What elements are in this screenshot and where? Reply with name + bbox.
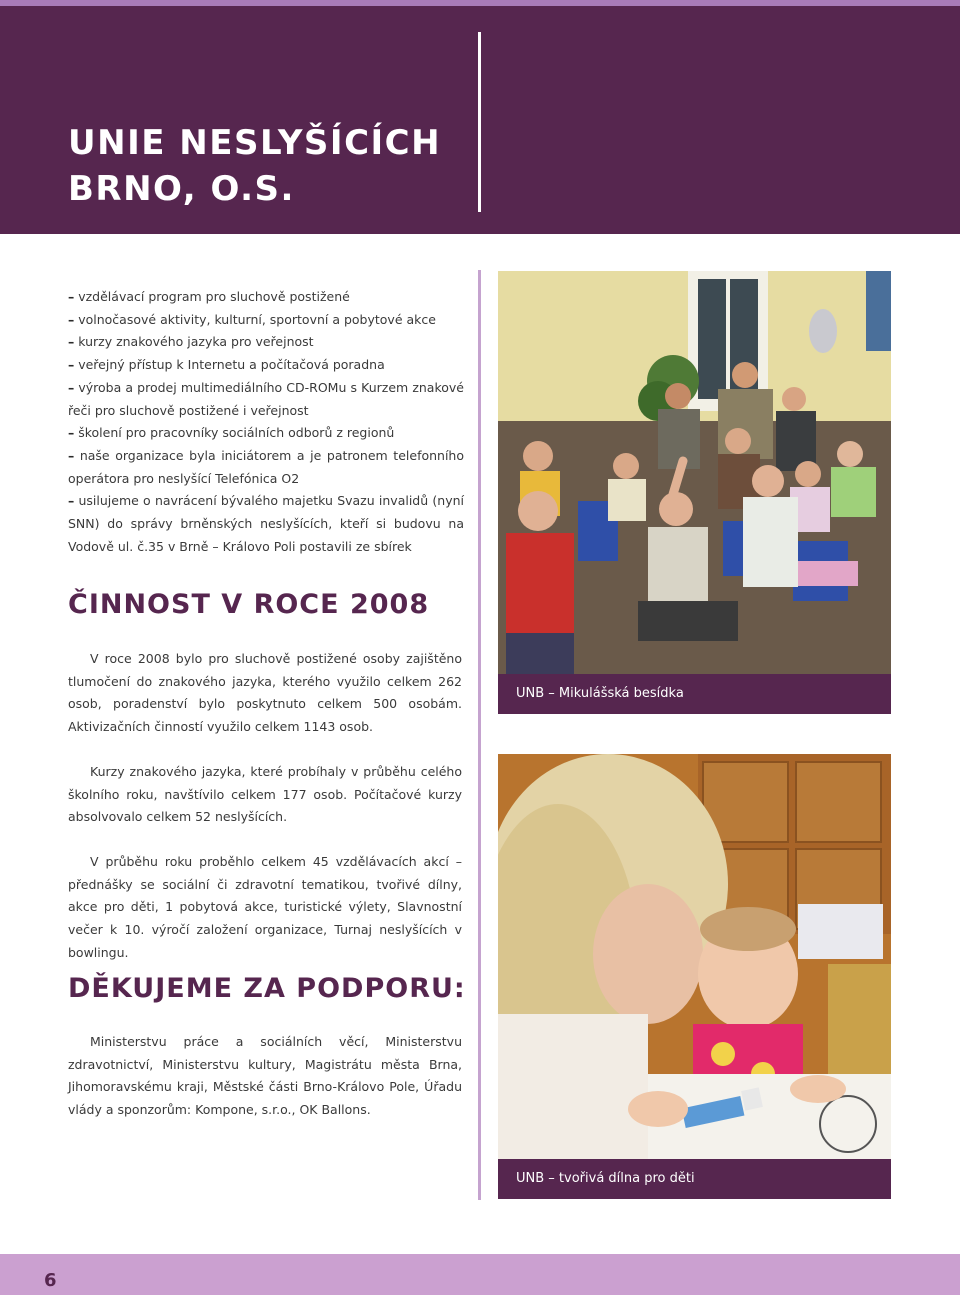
- list-dash: –: [68, 357, 75, 373]
- services-list: [68, 286, 464, 558]
- list-item: [68, 286, 464, 309]
- page-title-line2: BRNO, O.S.: [68, 169, 295, 209]
- list-item: [68, 422, 464, 445]
- list-item: [68, 377, 464, 422]
- list-item: [68, 445, 464, 490]
- activity-heading: ČINNOST V ROCE 2008: [68, 589, 430, 620]
- list-dash: –: [68, 493, 75, 509]
- thanks-heading: DĚKUJEME ZA PODPORU:: [68, 973, 466, 1004]
- list-dash: –: [68, 289, 75, 304]
- column-divider: [478, 270, 481, 1200]
- list-dash: –: [68, 334, 75, 350]
- activity-paragraph-2: Kurzy znakového jazyka, které probíhaly v průběhu celého školního roku, navštívilo celkem 177 osob. Počítačové kurzy absolvovalo celkem 52 neslyšících.: [68, 764, 462, 825]
- list-item-text: výroba a prodej multimediálního CD-ROMu s Kurzem znakové řeči pro sluchově postižené i veřejnost: [68, 379, 464, 418]
- list-item-text: naše organizace byla iniciátorem a je patronem telefonního operátora pro neslyšící Telefónica O2: [68, 447, 464, 486]
- list-item: [68, 309, 464, 332]
- list-item-text: veřejný přístup k Internetu a počítačová poradna: [74, 357, 385, 373]
- thanks-paragraph: Ministerstvu práce a sociálních věcí, Ministerstvu zdravotnictví, Ministerstvu kultury, Magistrátu města Brna, Jihomoravskému kraji, Městské části Brno-Královo Pole, Úřadu vlády a sponzorům: Kompone, s.r.o., OK Ballons.: [68, 1034, 462, 1118]
- list-item-text: kurzy znakového jazyka pro veřejnost: [74, 334, 314, 350]
- photo-caption: UNB – tvořivá dílna pro děti: [498, 1159, 891, 1199]
- list-item-text: vzdělávací program pro sluchově postižené: [74, 289, 350, 304]
- list-item: [68, 354, 464, 377]
- list-item: [68, 490, 464, 558]
- activity-paragraph-1: V roce 2008 bylo pro sluchově postižené osoby zajištěno tlumočení do znakového jazyka, kterého využilo celkem 262 osob, poradenství bylo poskytnuto celkem 500 osobám. Aktivizačních činností využilo celkem 1143 osob.: [68, 651, 462, 735]
- activity-paragraph-3: V průběhu roku proběhlo celkem 45 vzdělávacích akcí – přednášky se sociální či zdravotní tematikou, tvořivé dílny, akce pro děti, 1 pobytová akce, turistické výlety, Slavnostní večer k 10. výročí založení organizace, Turnaj neslyšících v bowlingu.: [68, 854, 462, 960]
- photo-caption: UNB – Mikulášská besídka: [498, 674, 891, 714]
- header-divider: [478, 32, 481, 212]
- list-dash: –: [68, 311, 75, 327]
- list-dash: –: [68, 447, 75, 463]
- footer-band: [0, 1254, 960, 1295]
- list-item-text: volnočasové aktivity, kulturní, sportovní a pobytové akce: [74, 311, 436, 327]
- list-item-text: usilujeme o navrácení bývalého majetku Svazu invalidů (nyní SNN) do správy brněnských neslyšících, kteří si budovu na Vodově ul. č.35 v Brně – Královo Poli postavili ze sbírek: [68, 493, 464, 554]
- list-item: [68, 331, 464, 354]
- page-title-line1: UNIE NESLYŠÍCÍCH: [68, 123, 442, 163]
- list-dash: –: [68, 425, 75, 441]
- list-dash: –: [68, 379, 75, 395]
- page-title: [68, 120, 441, 212]
- photo-mikulasska-besidka: [498, 271, 891, 674]
- page-number: 6: [44, 1270, 57, 1291]
- photo-tvoriva-dilna: [498, 754, 891, 1159]
- list-item-text: školení pro pracovníky sociálních odborů z regionů: [74, 425, 395, 441]
